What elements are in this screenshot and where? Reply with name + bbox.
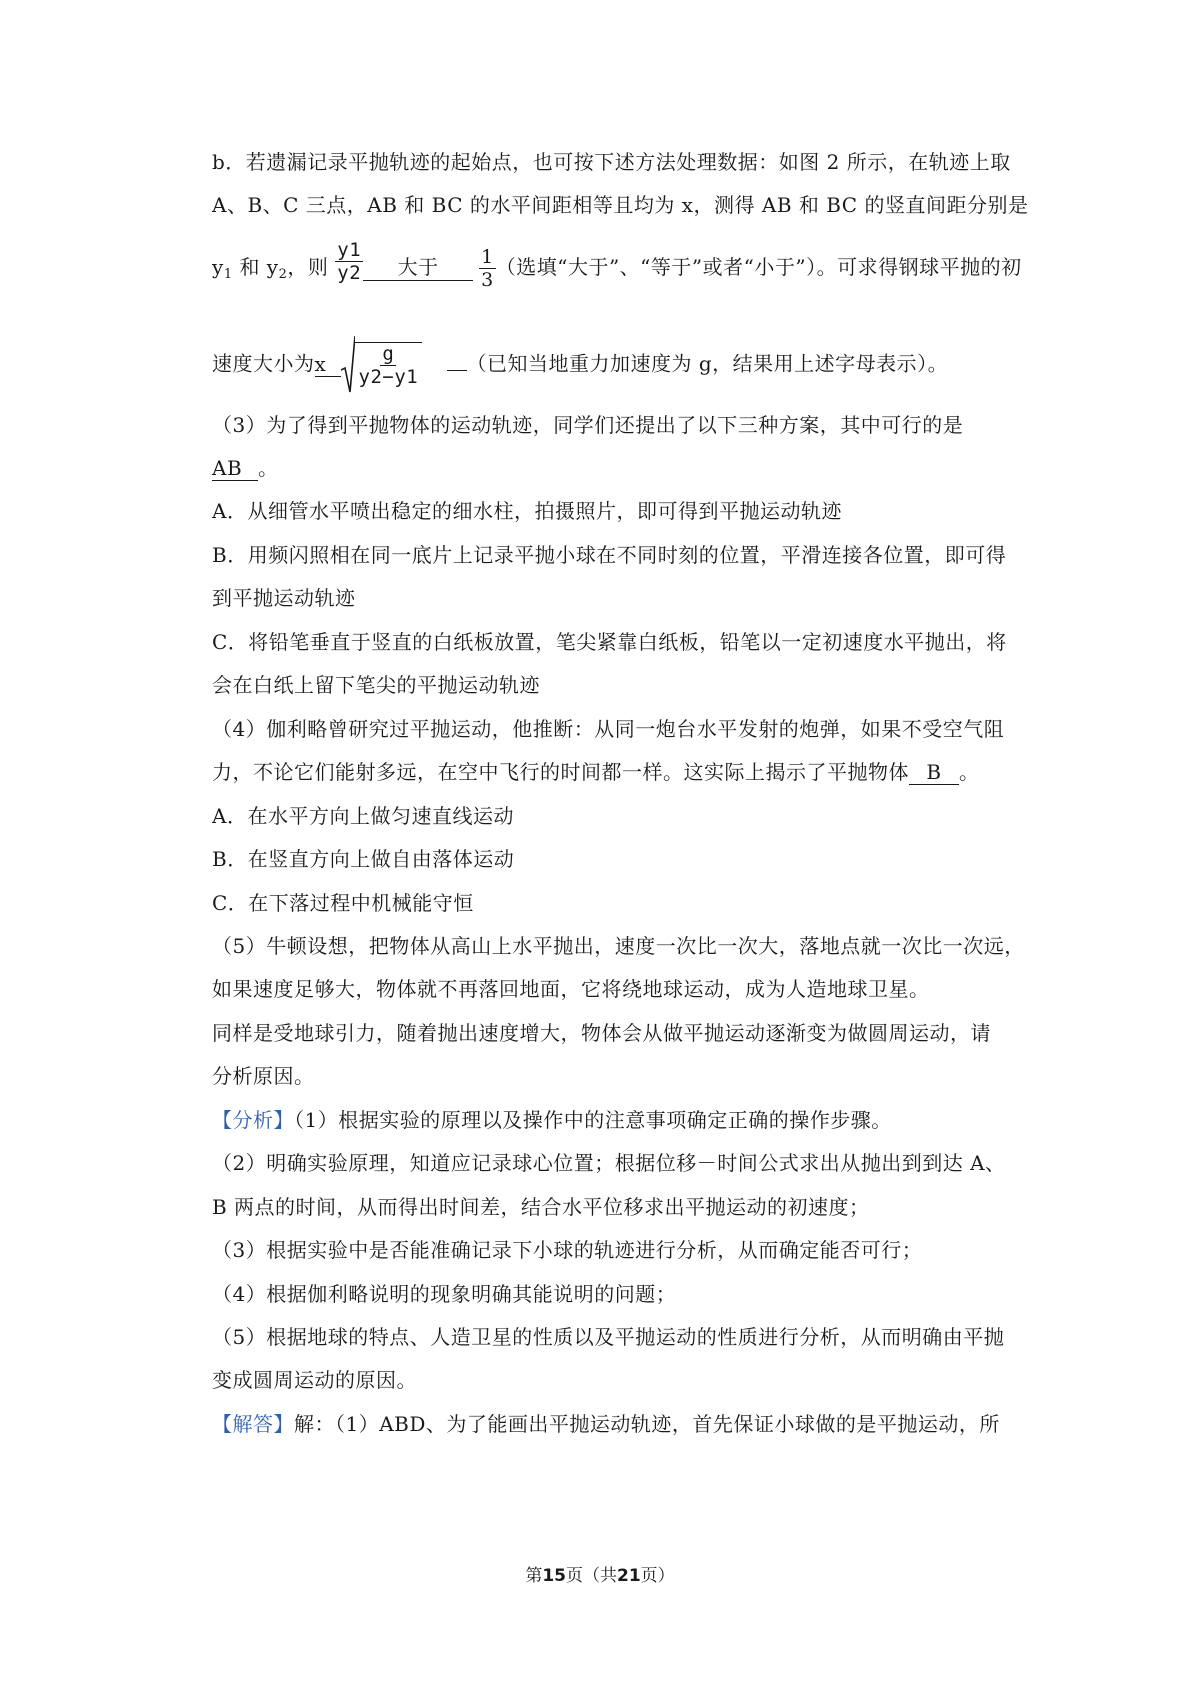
analysis-tag: 【分析】 — [212, 1108, 294, 1132]
page-total: 21 — [617, 1566, 641, 1586]
text-fragment: y — [212, 255, 224, 279]
answer-blank: 大于 — [363, 251, 473, 281]
text-line: B 两点的时间，从而得出时间差，结合水平位移求出平抛运动的初速度； — [212, 1195, 870, 1219]
text-line: b．若遗漏记录平抛轨迹的起始点，也可按下述方法处理数据：如图 2 所示，在轨迹上取 — [212, 150, 1011, 174]
sqrt-sign-icon — [341, 334, 355, 396]
text-fragment: 速度大小为 — [212, 351, 315, 376]
footer-text: 第 — [525, 1566, 543, 1586]
text-line: C．将铅笔垂直于竖直的白纸板放置，笔尖紧靠白纸板，铅笔以一定初速度水平抛出，将 — [212, 630, 1007, 654]
text-fragment: （1）根据实验的原理以及操作中的注意事项确定正确的操作步骤。 — [294, 1108, 892, 1132]
text-line: 同样是受地球引力，随着抛出速度增大，物体会从做平抛运动逐渐变为做圆周运动，请 — [212, 1021, 991, 1045]
fraction-denominator: y2 — [337, 262, 362, 284]
answer-blank: AB — [212, 456, 258, 481]
answer-blank-tail — [447, 370, 467, 371]
text-line-formula — [212, 334, 1032, 396]
text-line: 到平抛运动轨迹 — [212, 586, 356, 610]
footer-text: 页） — [640, 1566, 675, 1586]
fraction-numerator: y1 — [337, 239, 362, 261]
fraction-denominator: y2−y1 — [358, 366, 419, 388]
text-line — [212, 756, 1032, 785]
text-line: （4）根据伽利略说明的现象明确其能说明的问题； — [212, 1282, 677, 1306]
text-line: （4）伽利略曾研究过平抛运动，他推断：从同一炮台水平发射的炮弹，如果不受空气阻 — [212, 717, 1005, 741]
fraction-y1-over-y2 — [335, 239, 363, 284]
text-fragment: 和 y — [232, 255, 279, 279]
subscript: 1 — [223, 267, 233, 282]
text-line: （5）牛顿设想，把物体从高山上水平抛出，速度一次比一次大，落地点就一次比一次远， — [212, 934, 1025, 958]
text-line: （2）明确实验原理，知道应记录球心位置；根据位移－时间公式求出从抛出到到达 A、 — [212, 1151, 1006, 1175]
text-fragment: （已知当地重力加速度为 g，结果用上述字母表示）。 — [466, 351, 949, 376]
solution-tag: 【解答】 — [212, 1412, 294, 1436]
page-number: 15 — [542, 1566, 566, 1586]
text-fragment: 解：（1）ABD、为了能画出平抛运动轨迹，首先保证小球做的是平抛运动，所 — [294, 1412, 1000, 1436]
answer-blank — [315, 334, 447, 396]
fraction-denominator: 3 — [481, 269, 494, 291]
text-fragment: 力，不论它们能射多远，在空中飞行的时间都一样。这实际上揭示了平抛物体 — [212, 760, 909, 784]
text-line: 会在白纸上留下笔尖的平抛运动轨迹 — [212, 673, 540, 697]
text-line: A．从细管水平喷出稳定的细水柱，拍摄照片，即可得到平抛运动轨迹 — [212, 499, 842, 523]
text-fragment: 。 — [959, 760, 980, 784]
text-line: （5）根据地球的特点、人造卫星的性质以及平抛运动的性质进行分析，从而明确由平抛 — [212, 1325, 1005, 1349]
text-line — [212, 1408, 1032, 1437]
sqrt-fraction — [355, 342, 423, 388]
text-fragment: ，则 — [287, 255, 329, 279]
text-line-formula — [212, 239, 1032, 291]
fraction-numerator: g — [382, 343, 395, 365]
text-line: （3）为了得到平抛物体的运动轨迹，同学们还提出了以下三种方案，其中可行的是 — [212, 413, 964, 437]
answer-blank: B — [909, 760, 959, 785]
text-line: 变成圆周运动的原因。 — [212, 1368, 417, 1392]
text-line: B．在竖直方向上做自由落体运动 — [212, 847, 515, 871]
text-fragment: （选填“大于”、“等于”或者“小于”）。可求得钢球平抛的初 — [495, 255, 1022, 279]
sqrt-expression — [341, 334, 423, 396]
fraction-numerator: 1 — [481, 246, 494, 268]
text-line: C．在下落过程中机械能守恒 — [212, 891, 474, 915]
page-footer — [0, 1561, 1200, 1586]
footer-text: 页（共 — [566, 1566, 617, 1586]
text-line: 如果速度足够大，物体就不再落回地面，它将绕地球运动，成为人造地球卫星。 — [212, 977, 930, 1001]
text-line: 分析原因。 — [212, 1064, 315, 1088]
text-line — [212, 452, 1032, 481]
text-line — [212, 1104, 1032, 1133]
answer-x: x — [315, 352, 341, 377]
subscript: 2 — [278, 267, 288, 282]
text-line: （3）根据实验中是否能准确记录下小球的轨迹进行分析，从而确定能否可行； — [212, 1238, 923, 1262]
text-line: A．在水平方向上做匀速直线运动 — [212, 804, 514, 828]
fraction-one-third — [479, 246, 496, 291]
text-fragment: 。 — [258, 456, 279, 480]
text-line: A、B、C 三点，AB 和 BC 的水平间距相等且均为 x，测得 AB 和 BC 的竖直间距分别是 — [212, 193, 1029, 217]
text-line: B．用频闪照相在同一底片上记录平抛小球在不同时刻的位置，平滑连接各位置，即可得 — [212, 543, 1007, 567]
